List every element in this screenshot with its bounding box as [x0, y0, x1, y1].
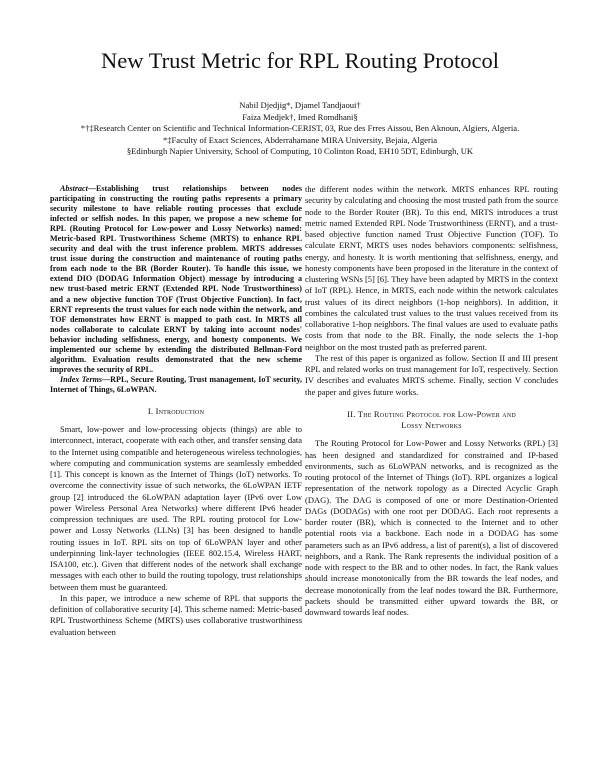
section-number: I.	[147, 405, 156, 416]
author-block	[0, 100, 600, 158]
section-title-line-2: Lossy Networks	[401, 420, 462, 430]
rpl-paragraph-1: The Routing Protocol for Low-Power and Lossy Networks (RPL) [3] has been designed and standardized for constrained and IP-based environments, such as 6LoWPAN networks, and is recognized as the routing protocol of the Internet of Things (IoT). RPL organizes a logical representation of the network topology as a Directed Acyclic Graph (DAG). The DAG is composed of one or more Destination-Oriented DAGs (DODAGs) with one root per DODAG. Each root represents a border router (BR), which is connected to the Internet and to other potential roots via a backbone. Each node in a DODAG has some parameters such as an IPv6 address, a list of parent(s), a list of discovered neighbors, and a Rank. The Rank represents the individual position of a node with respect to the BR and to other nodes. In fact, the Rank values should increase monotonically from the BR towards the leaf nodes, and decrease monotonically from the leaf nodes toward the BR. Furthermore, packets should be transmitted either upward towards the BR, or downward towards leaf nodes.	[305, 438, 558, 617]
intro-paragraph-1: Smart, low-power and low-processing objects (things) are able to interconnect, interact, cooperate with each other, and transfer sensing data to the Internet using compatible and heterogeneous wireless technologies, where computing and communication systems are seamlessly embedded [1]. This concept is known as the Internet of Things (IoT) networks. To overcome the connectivity issue of such networks, the 6LoWPAN IETF group [2] introduced the 6LoWPAN adaptation layer (IPv6 over Low power Wireless Personal Area Networks) where different IPv6 header compression techniques are used. The RPL routing protocol for Low-power and Lossy Networks (LLNs) [3] has been designed to handle routing issues in IoT. RPL sits on top of 6LoWPAN layer and other underpinning link-layer technologies (IEEE 802.15.4, Wireless HART, ISA100, etc.). Given that different nodes of the network shall exchange messages with each other to build the routing topology, trust relationships between them must be guaranteed.	[50, 424, 302, 592]
section-number: II.	[347, 408, 358, 419]
index-terms	[50, 375, 302, 395]
section-heading-rpl	[305, 409, 558, 432]
intro-paragraph-4: The rest of this paper is organized as follow. Section II and III present RPL and related works on trust management for IoT, respectively. Section IV describes and evaluates MRTS scheme. Finally, section V concludes the paper and gives future works.	[305, 352, 558, 397]
authors-line-2: Faiza Medjek†, Imed Romdhani§	[242, 111, 358, 122]
index-terms-text: —RPL, Secure Routing, Trust management, IoT security, Internet of Things, 6LoWPAN.	[50, 374, 303, 394]
affiliation-2: *‡Faculty of Exact Sciences, Abderrahamane MIRA University, Bejaia, Algeria	[162, 134, 438, 145]
left-column	[50, 184, 302, 638]
section-title: Introduction	[155, 405, 205, 416]
right-column	[305, 184, 558, 618]
authors-line-1: Nabil Djedjig*, Djamel Tandjaoui†	[239, 100, 361, 110]
affiliation-3: §Edinburgh Napier University, School of Computing, 10 Colinton Road, EH10 5DT, Edinburgh, UK	[126, 146, 474, 156]
affiliation-1: *†‡Research Center on Scientific and Technical Information-CERIST, 03, Rue des Frres Aissou, Ben Aknoun, Algiers, Algeria.	[80, 123, 520, 133]
intro-paragraph-2: In this paper, we introduce a new scheme of RPL that supports the definition of collaborative security [4]. This scheme named: Metric-based RPL Trustworthiness Scheme (MRTS) uses collaborative trustworthiness evaluation between	[50, 592, 302, 637]
abstract-text: —Establishing trust relationships between nodes participating in constructing the routing paths represents a primary security milestone to have reliable routing processes that exclude infected or selfish nodes. In this paper, we propose a new scheme for RPL (Routing Protocol for Low-power and Lossy Networks) named: Metric-based RPL Trustworthiness Scheme (MRTS) to enhance RPL security and deal with the trust inference problem. MRTS addresses trust issue during the construction and maintenance of routing paths from each node to the BR (Border Router). To handle this issue, we extend DIO (DODAG Information Object) message by introducing a new trust-based metric ERNT (Extended RPL Node Trustworthiness) and a new objective function TOF (Trust Objective Function). In fact, ERNT represents the trust values for each node within the network, and TOF demonstrates how ERNT is mapped to path cost. In MRTS all nodes collaborate to calculate ERNT by taking into account nodes' behavior including selfishness, energy, and honesty components. We implemented our scheme by extending the distributed Bellman-Ford algorithm. Evaluation results demonstrated that the new scheme improves the security of RPL.	[50, 184, 302, 374]
abstract	[50, 184, 302, 375]
intro-paragraph-3: the different nodes within the network. MRTS enhances RPL routing security by calculating and choosing the most trusted path from the source node to the Border Router (BR). To this end, MRTS introduces a trust metric named Extended RPL Node Trustworthiness (ERNT), and a trust-based objective function named Trust Objective Function (TOF). To calculate ERNT, MRTS uses nodes behaviors components: selfishness, energy, and honesty. It is worth mentioning that selfishness, energy, and honesty components have been proposed in the literature in the context of clustering WSNs [5] [6]. They have been adapted by MRTS in the context of IoT (RPL). Hence, in MRTS, each node within the network calculates trust values of its direct neighbors (1-hop neighbors). In addition, it combines the calculated trust values to the trust values received from its collaborative 1-hop neighbors. The final values are used to evaluate paths costs from that node to the BR. Finally, the node selects the 1-hop neighbor on the most trusted path as preferred parent.	[305, 184, 558, 352]
section-heading-introduction	[50, 406, 302, 417]
section-title-line-1: The Routing Protocol for Low-Power and	[357, 408, 516, 419]
index-terms-label: Index Terms	[60, 374, 103, 384]
paper-title: New Trust Metric for RPL Routing Protocol	[101, 48, 499, 73]
abstract-label: Abstract	[60, 184, 88, 193]
